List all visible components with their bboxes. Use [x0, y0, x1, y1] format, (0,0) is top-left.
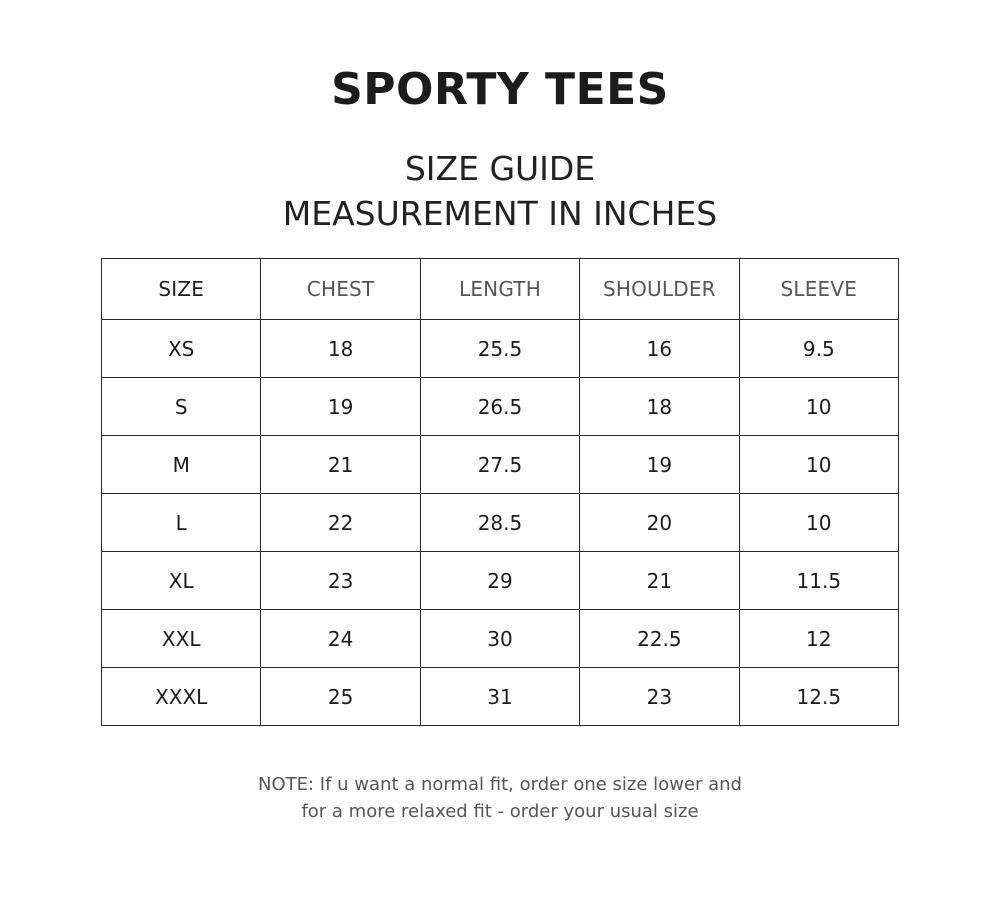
- size-cell: M: [102, 436, 261, 494]
- size-cell: XXL: [102, 610, 261, 668]
- fit-note-line-2: for a more relaxed fit - order your usual size: [301, 801, 699, 822]
- shoulder-cell: 19: [580, 436, 739, 494]
- chest-cell: 18: [261, 320, 420, 378]
- shoulder-cell: 22.5: [580, 610, 739, 668]
- sleeve-cell: 10: [739, 436, 898, 494]
- size-cell: L: [102, 494, 261, 552]
- sleeve-cell: 12.5: [739, 668, 898, 726]
- chest-cell: 24: [261, 610, 420, 668]
- sleeve-cell: 9.5: [739, 320, 898, 378]
- header-chest: CHEST: [261, 259, 420, 320]
- table-row: [102, 668, 899, 726]
- chest-cell: 23: [261, 552, 420, 610]
- size-cell: XXXL: [102, 668, 261, 726]
- sleeve-cell: 10: [739, 378, 898, 436]
- length-cell: 28.5: [420, 494, 579, 552]
- brand-title: SPORTY TEES: [331, 64, 669, 115]
- chest-cell: 19: [261, 378, 420, 436]
- sleeve-cell: 10: [739, 494, 898, 552]
- shoulder-cell: 20: [580, 494, 739, 552]
- sleeve-cell: 12: [739, 610, 898, 668]
- shoulder-cell: 18: [580, 378, 739, 436]
- table-row: [102, 320, 899, 378]
- size-cell: S: [102, 378, 261, 436]
- sleeve-cell: 11.5: [739, 552, 898, 610]
- table-row: [102, 610, 899, 668]
- length-cell: 31: [420, 668, 579, 726]
- fit-note-line-1: NOTE: If u want a normal fit, order one size lower and: [258, 774, 742, 795]
- chest-cell: 21: [261, 436, 420, 494]
- measurement-unit-subtitle: MEASUREMENT IN INCHES: [282, 194, 718, 233]
- header-length: LENGTH: [420, 259, 579, 320]
- shoulder-cell: 21: [580, 552, 739, 610]
- size-cell: XS: [102, 320, 261, 378]
- table-row: [102, 552, 899, 610]
- size-guide-title: SIZE GUIDE: [404, 149, 596, 188]
- shoulder-cell: 16: [580, 320, 739, 378]
- length-cell: 26.5: [420, 378, 579, 436]
- table-row: [102, 378, 899, 436]
- length-cell: 29: [420, 552, 579, 610]
- length-cell: 27.5: [420, 436, 579, 494]
- chest-cell: 22: [261, 494, 420, 552]
- table-header-row: [102, 259, 899, 320]
- table-row: [102, 494, 899, 552]
- size-chart-table: [101, 258, 899, 726]
- table-row: [102, 436, 899, 494]
- header-size: SIZE: [102, 259, 261, 320]
- header-shoulder: SHOULDER: [580, 259, 739, 320]
- length-cell: 25.5: [420, 320, 579, 378]
- chest-cell: 25: [261, 668, 420, 726]
- shoulder-cell: 23: [580, 668, 739, 726]
- length-cell: 30: [420, 610, 579, 668]
- size-cell: XL: [102, 552, 261, 610]
- header-sleeve: SLEEVE: [739, 259, 898, 320]
